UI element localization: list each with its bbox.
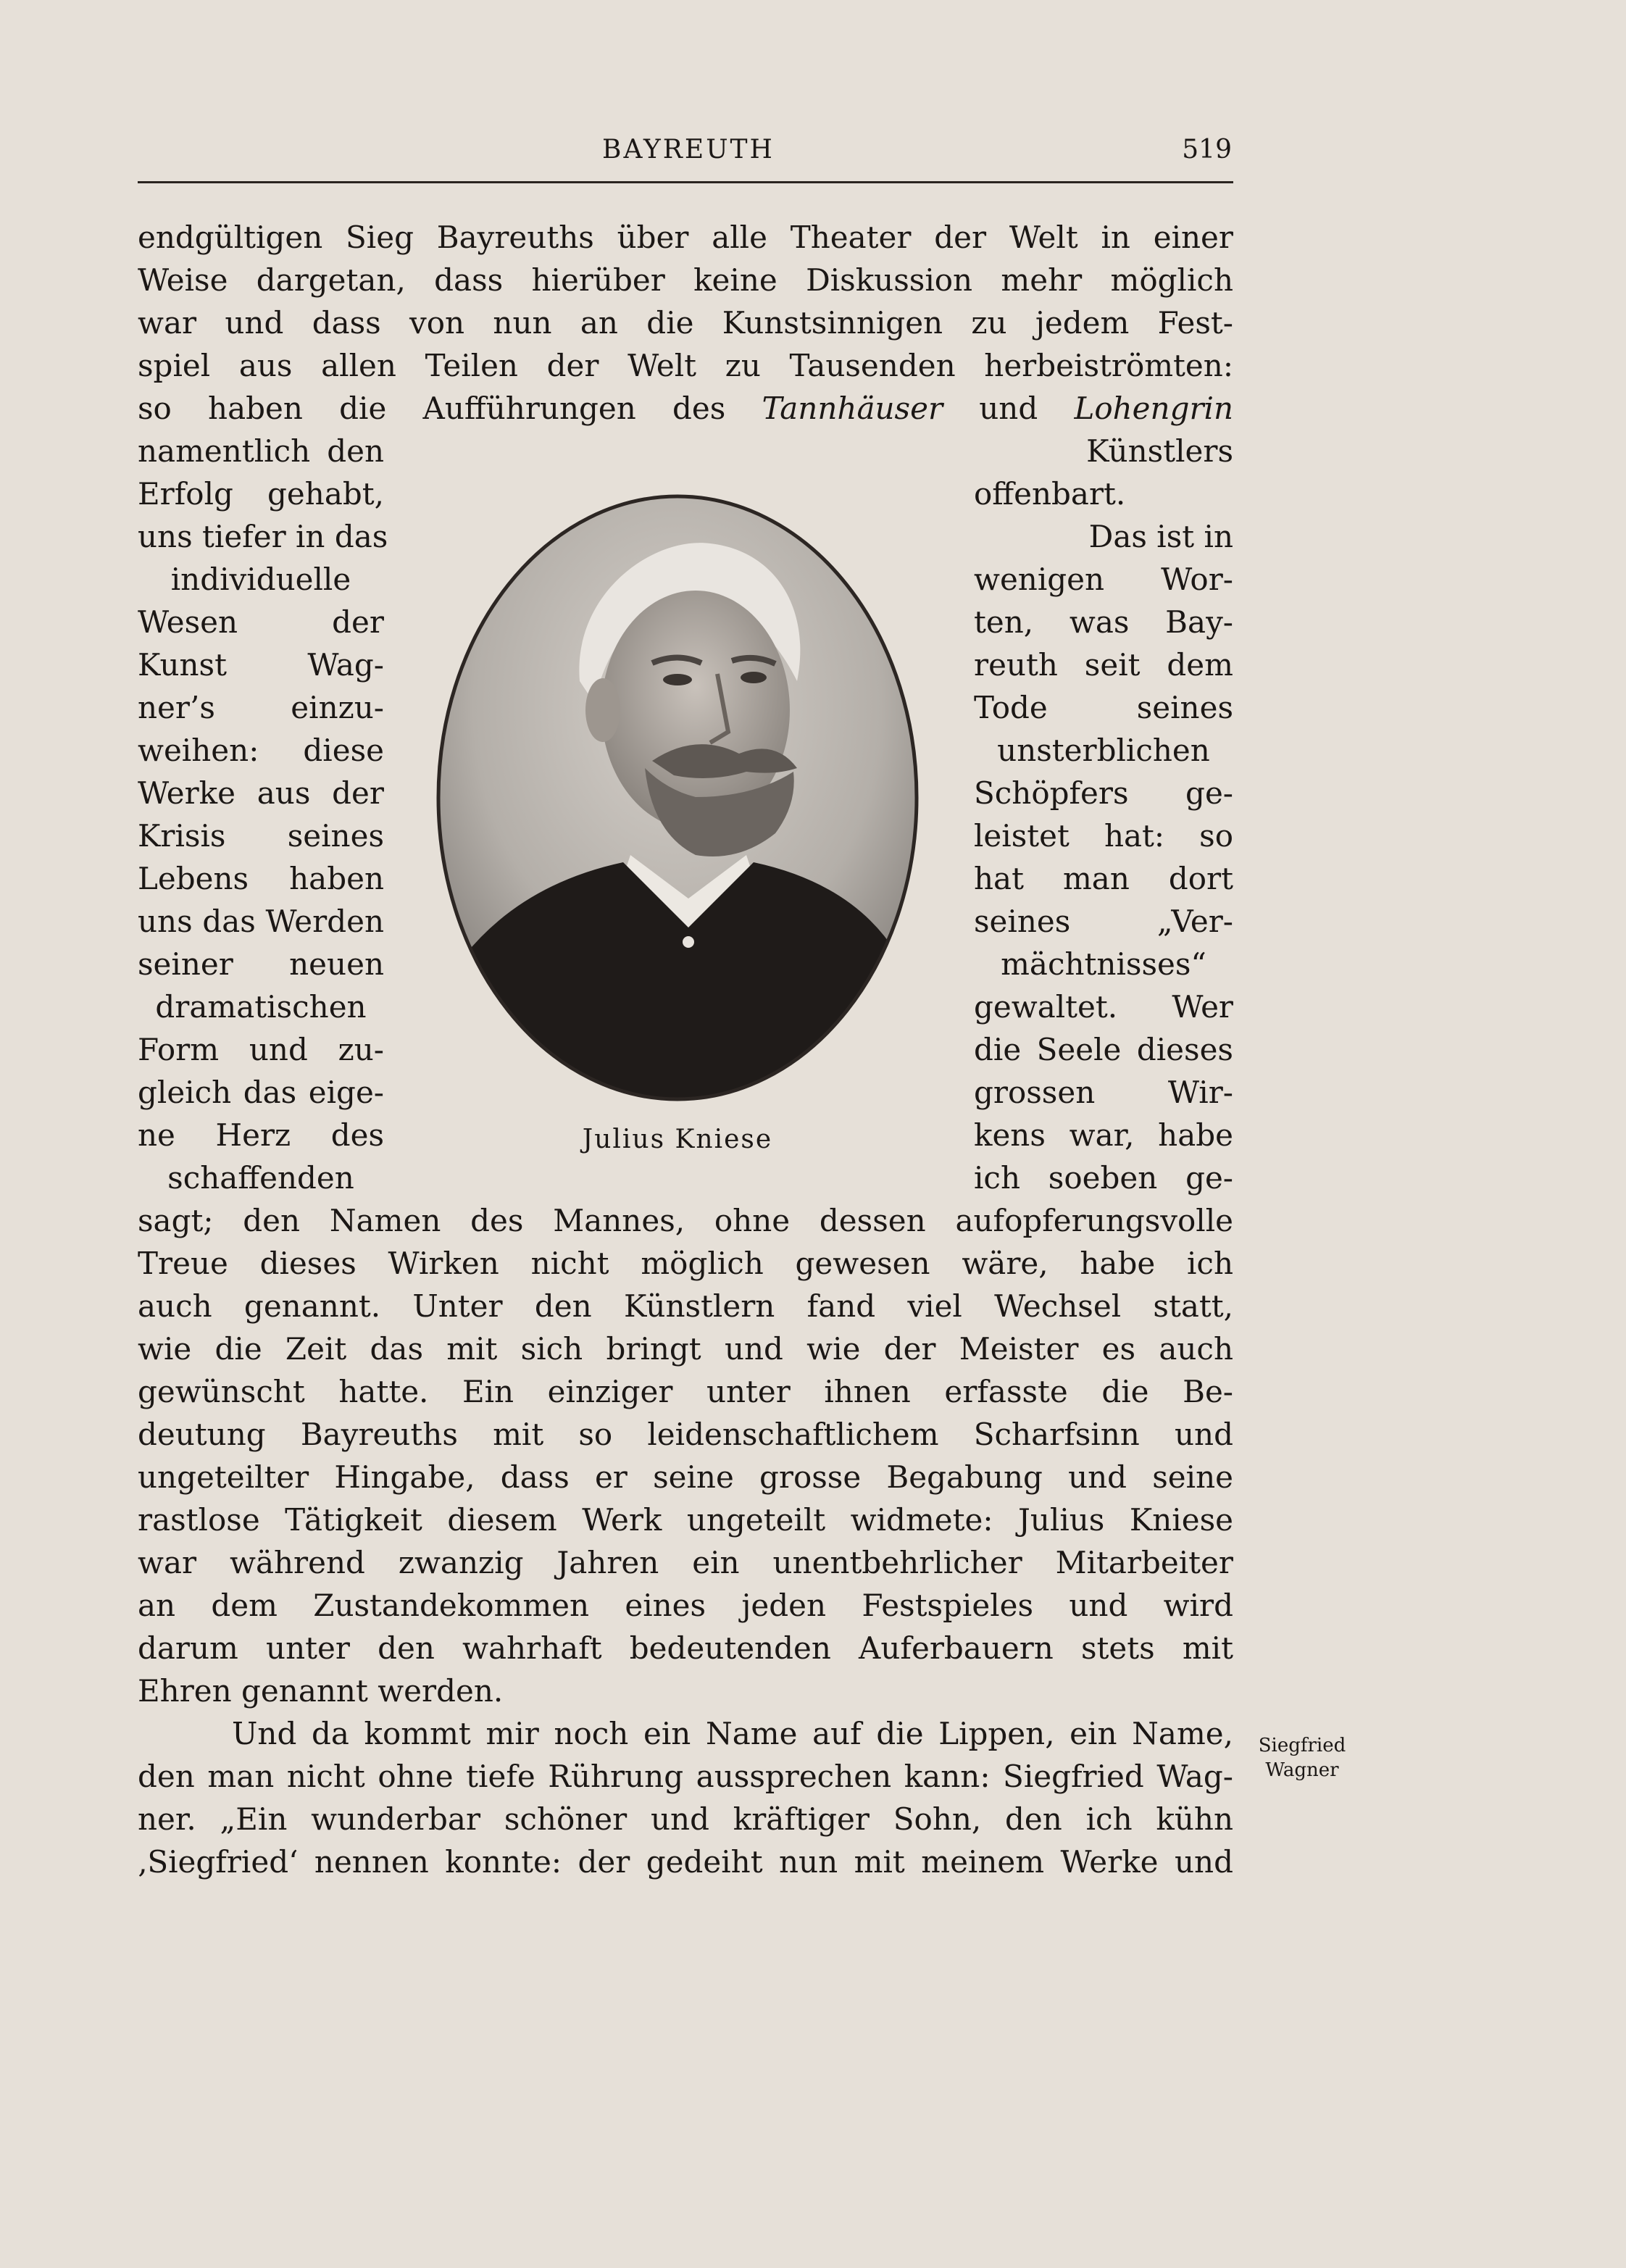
text-line: Treue dieses Wirken nicht möglich gewesen wäre, habe ich: [138, 1246, 1233, 1281]
right-column-line: die Seele dieses: [974, 1032, 1233, 1067]
text-line: war während zwanzig Jahren ein unentbehrlicher Mitarbeiter: [138, 1545, 1233, 1580]
right-column-line: hat man dort: [974, 861, 1233, 896]
text-fragment: und: [943, 391, 1075, 426]
text-line: an dem Zustandekommen eines jeden Festspieles und wird: [138, 1588, 1233, 1623]
left-column-line: Form und zu-: [138, 1032, 384, 1067]
text-line: Und da kommt mir noch ein Name auf die Lippen, ein Name,: [232, 1716, 1233, 1751]
text-line: sagt; den Namen des Mannes, ohne dessen aufopferungsvolle: [138, 1203, 1233, 1238]
margin-note-line: Siegfried: [1258, 1735, 1346, 1756]
left-column-line: Krisis seines: [138, 818, 384, 854]
right-column-line: mächtnisses“: [1001, 946, 1206, 982]
left-column-line: Werke aus der: [138, 775, 384, 811]
text-fragment: so haben die Aufführungen des: [138, 391, 762, 426]
left-column-line: Wesen der: [138, 604, 384, 640]
text-line: gewünscht hatte. Ein einziger unter ihnen erfasste die Be-: [138, 1374, 1233, 1409]
right-column-line: unsterblichen: [997, 733, 1210, 768]
right-column-line: ten, was Bay-: [974, 604, 1233, 640]
portrait-caption: Julius Kniese: [582, 1125, 773, 1154]
text-line: Ehren genannt werden.: [138, 1673, 504, 1709]
right-column-line: gewaltet. Wer: [974, 989, 1233, 1025]
right-column-line: Schöpfers ge-: [974, 775, 1233, 811]
page-number: 519: [1182, 135, 1232, 164]
right-column-line: kens war, habe: [974, 1117, 1233, 1153]
left-column-line: namentlich den: [138, 433, 384, 469]
text-line-with-titles: [138, 387, 1233, 430]
left-column-line: dramatischen: [155, 989, 367, 1025]
left-column-line: schaffenden: [167, 1160, 354, 1196]
left-column-line: individuelle: [170, 562, 351, 597]
right-column-line: Tode seines: [974, 690, 1233, 725]
portrait-photo: [435, 493, 920, 1103]
right-column-line: grossen Wir-: [974, 1075, 1233, 1110]
text-line: Weise dargetan, dass hierüber keine Diskussion mehr möglich: [138, 262, 1233, 298]
right-column-line: seines „Ver-: [974, 904, 1233, 939]
text-line: ‚Siegfried‘ nennen konnte: der gedeiht nun mit meinem Werke und: [138, 1844, 1233, 1880]
work-title-tannhaeuser: Tannhäuser: [762, 391, 943, 426]
right-column-line: ich soeben ge-: [974, 1160, 1233, 1196]
text-line: deutung Bayreuths mit so leidenschaftlichem Scharfsinn und: [138, 1417, 1233, 1452]
right-column-line: reuth seit dem: [974, 647, 1233, 683]
left-column-line: gleich das eige-: [138, 1075, 384, 1110]
left-column-line: Erfolg gehabt,: [138, 476, 384, 512]
text-line: ungeteilter Hingabe, dass er seine grosse Begabung und seine: [138, 1459, 1233, 1495]
text-line: darum unter den wahrhaft bedeutenden Auferbauern stets mit: [138, 1630, 1233, 1666]
text-line: endgültigen Sieg Bayreuths über alle Theater der Welt in einer: [138, 220, 1233, 255]
left-column-line: ner’s einzu-: [138, 690, 384, 725]
running-head: BAYREUTH: [602, 135, 775, 164]
left-column-line: uns tiefer in das: [138, 519, 388, 554]
right-column-line: Künstlers: [1086, 433, 1233, 469]
left-column-line: Lebens haben: [138, 861, 384, 896]
margin-note: [1248, 1733, 1356, 1783]
text-line: auch genannt. Unter den Künstlern fand viel Wechsel statt,: [138, 1288, 1233, 1324]
left-column-line: seiner neuen: [138, 946, 384, 982]
text-line: den man nicht ohne tiefe Rührung aussprechen kann: Siegfried Wag-: [138, 1759, 1233, 1794]
text-line: ner. „Ein wunderbar schöner und kräftiger Sohn, den ich kühn: [138, 1801, 1233, 1837]
right-column-line: leistet hat: so: [974, 818, 1233, 854]
text-line: spiel aus allen Teilen der Welt zu Tausenden herbeiströmten:: [138, 348, 1233, 383]
right-column-line: Das ist in: [1088, 519, 1233, 554]
right-column-line: wenigen Wor-: [974, 562, 1233, 597]
margin-note-line: Wagner: [1265, 1759, 1339, 1781]
text-line: war und dass von nun an die Kunstsinnigen zu jedem Fest-: [138, 305, 1233, 341]
header-rule: [138, 181, 1233, 183]
text-line: wie die Zeit das mit sich bringt und wie der Meister es auch: [138, 1331, 1233, 1367]
left-column-line: Kunst Wag-: [138, 647, 384, 683]
right-column-line: offenbart.: [974, 476, 1126, 512]
left-column-line: uns das Werden: [138, 904, 384, 939]
text-line: rastlose Tätigkeit diesem Werk ungeteilt widmete: Julius Kniese: [138, 1502, 1233, 1538]
work-title-lohengrin: Lohengrin: [1074, 391, 1234, 426]
left-column-line: ne Herz des: [138, 1117, 384, 1153]
left-column-line: weihen: diese: [138, 733, 384, 768]
